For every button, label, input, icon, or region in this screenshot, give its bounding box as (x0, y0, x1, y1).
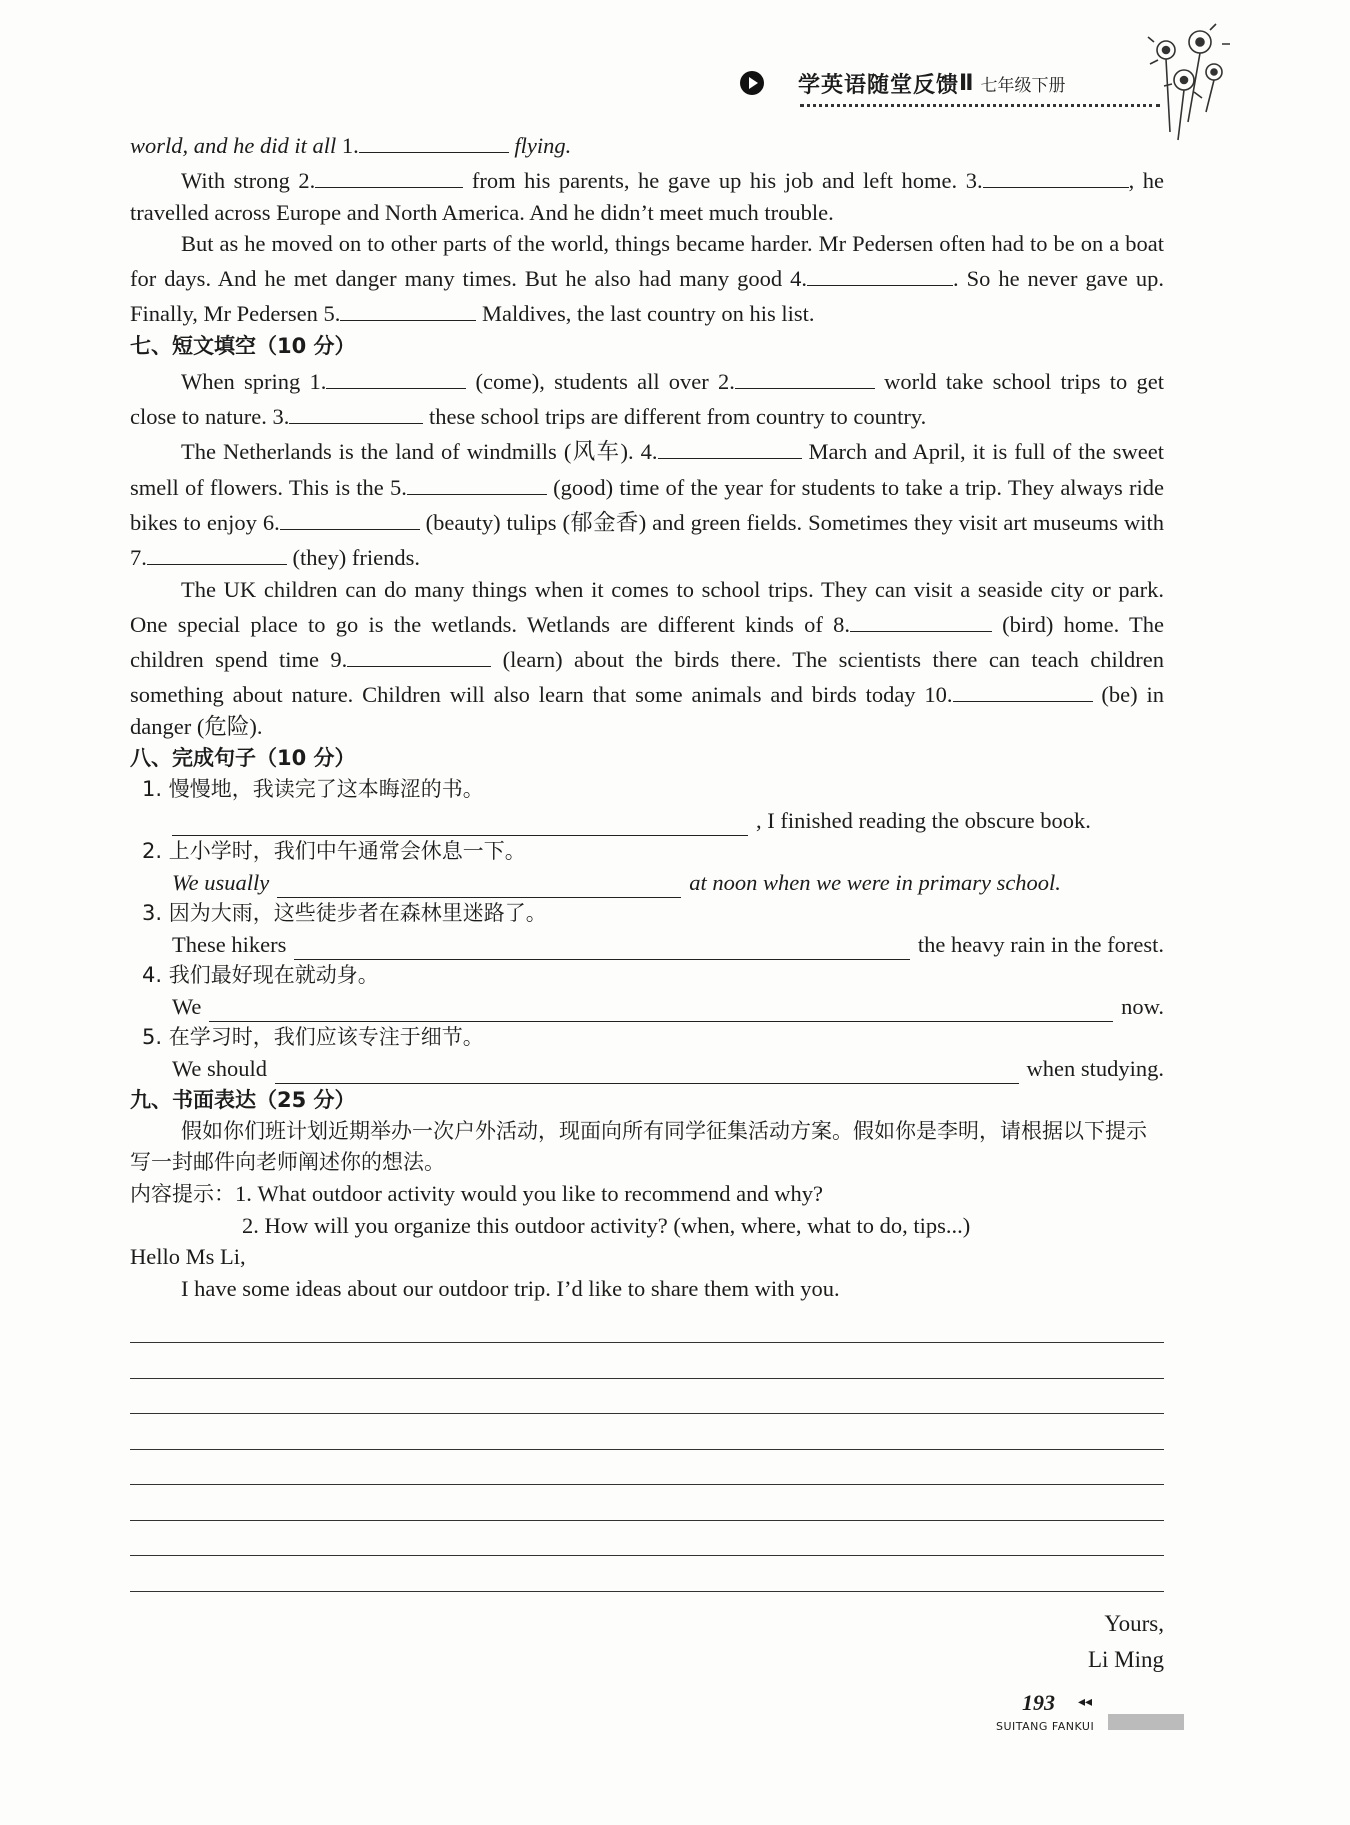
letter-signature: Li Ming (1087, 1646, 1164, 1672)
blank-7-5[interactable] (407, 468, 547, 495)
blank-7-3[interactable] (289, 397, 423, 424)
grade-label: 七年级下册 (980, 75, 1066, 96)
page-header (740, 66, 1066, 100)
blank-7-1[interactable] (326, 362, 466, 389)
header-dotted-rule (800, 104, 1160, 107)
writing-prompt: 假如你们班计划近期举办一次户外活动，现面向所有同学征集活动方案。假如你是李明，请根据以下提示写一封邮件向老师阐述你的想法。 (130, 1119, 1147, 1175)
writing-line[interactable] (130, 1308, 1164, 1344)
sentence-item-1: 1. 慢慢地，我读完了这本晦涩的书。 , I finished reading the obscure book. (130, 774, 1164, 836)
passage6-para2: But as he moved on to other parts of the world, things became harder. Mr Pedersen often had to be on a boat for days. And he met danger many times. But he also had many good 4. . So he never gave up. Finally, Mr Pedersen 5. Maldives, the last country on his list. (130, 230, 1165, 327)
writing-line[interactable] (130, 1379, 1164, 1415)
sentence-item-2: 2. 上小学时，我们中午通常会休息一下。 We usually at noon when we were in primary school. (130, 836, 1164, 898)
blank-7-4[interactable] (658, 432, 802, 459)
answer-blank-3[interactable] (294, 935, 909, 960)
blank-4[interactable] (807, 259, 953, 286)
footer-stamp-logo (1108, 1714, 1184, 1730)
blank-7-8[interactable] (850, 605, 992, 632)
writing-line[interactable] (130, 1343, 1164, 1379)
passage6-line1: world, and he did it all 1. flying. (130, 126, 1164, 161)
book-volume: Ⅱ (959, 70, 975, 96)
blank-7-7[interactable] (147, 538, 287, 565)
answer-blank-5[interactable] (275, 1059, 1018, 1084)
writing-area[interactable] (130, 1308, 1164, 1592)
blank-7-10[interactable] (953, 675, 1093, 702)
writing-line[interactable] (130, 1414, 1164, 1450)
passage6-para1: With strong 2. from his parents, he gave up his job and left home. 3. , he travelled across Europe and North America. And he didn’t meet much trouble. (130, 161, 1164, 228)
section7-para3: The UK children can do many things when it comes to school trips. They can visit a seaside city or park. One special place to go is the wetlands. Wetlands are different kinds of 8. (bird) home. The children spend time 9. (learn) about the birds there. The scientists there can teach children something about nature. Children will also learn that some animals and birds today 10. (be) in danger (危险). (130, 576, 1164, 739)
blank-1[interactable] (359, 126, 509, 153)
writing-line[interactable] (130, 1556, 1164, 1592)
writing-line[interactable] (130, 1450, 1164, 1486)
sentence-item-5: 5. 在学习时，我们应该专注于细节。 We should when studying. (130, 1022, 1164, 1084)
blank-2[interactable] (315, 161, 463, 188)
sentence-item-4: 4. 我们最好现在就动身。 We now. (130, 960, 1164, 1022)
flower-ornament-icon (1136, 22, 1236, 142)
blank-3[interactable] (983, 161, 1129, 188)
answer-blank-1[interactable] (172, 811, 748, 836)
book-title: 学英语随堂反馈 (798, 72, 960, 98)
section7-para1: When spring 1. (come), students all over 2. world take school trips to get close to nature. 3. these school trips are different from country to country. (130, 362, 1164, 433)
writing-line[interactable] (130, 1521, 1164, 1557)
hint-2: 2. How will you organize this outdoor activity? (when, where, what to do, tips...) (242, 1213, 971, 1239)
page-content (130, 126, 1164, 1678)
writing-line[interactable] (130, 1485, 1164, 1521)
blank-7-2[interactable] (735, 362, 875, 389)
section7-para2: The Netherlands is the land of windmills (风车). 4. March and April, it is full of the sweet smell of flowers. This is the 5. (good) time of the year for students to take a trip. They always ride bikes to enjoy 6. (beauty) tulips (郁金香) and green fields. Sometimes they visit art museums with 7. (they) friends. (130, 432, 1164, 573)
section9-heading: 九、书面表达（25 分） (130, 1088, 356, 1113)
sentence-item-3: 3. 因为大雨，这些徒步者在森林里迷路了。 These hikers the heavy rain in the forest. (130, 898, 1164, 960)
answer-blank-2[interactable] (277, 873, 681, 898)
blank-7-6[interactable] (280, 503, 420, 530)
page-number: 193 (1022, 1690, 1055, 1715)
blank-7-9[interactable] (347, 640, 491, 667)
letter-greeting: Hello Ms Li, (130, 1244, 246, 1270)
letter-opening: I have some ideas about our outdoor trip. I’d like to share them with you. (181, 1275, 840, 1301)
footer-brand: SUITANG FANKUI (996, 1720, 1095, 1733)
letter-closing: Yours, (1104, 1610, 1164, 1636)
blank-5[interactable] (340, 294, 476, 321)
section8-heading: 八、完成句子（10 分） (130, 746, 356, 771)
section7-heading: 七、短文填空（10 分） (130, 333, 356, 358)
hint-1: 内容提示：1. What outdoor activity would you like to recommend and why? (130, 1181, 823, 1207)
answer-blank-4[interactable] (209, 997, 1113, 1022)
play-circle-icon (740, 71, 764, 95)
double-arrow-left-icon: ◂◂ (1078, 1694, 1093, 1710)
